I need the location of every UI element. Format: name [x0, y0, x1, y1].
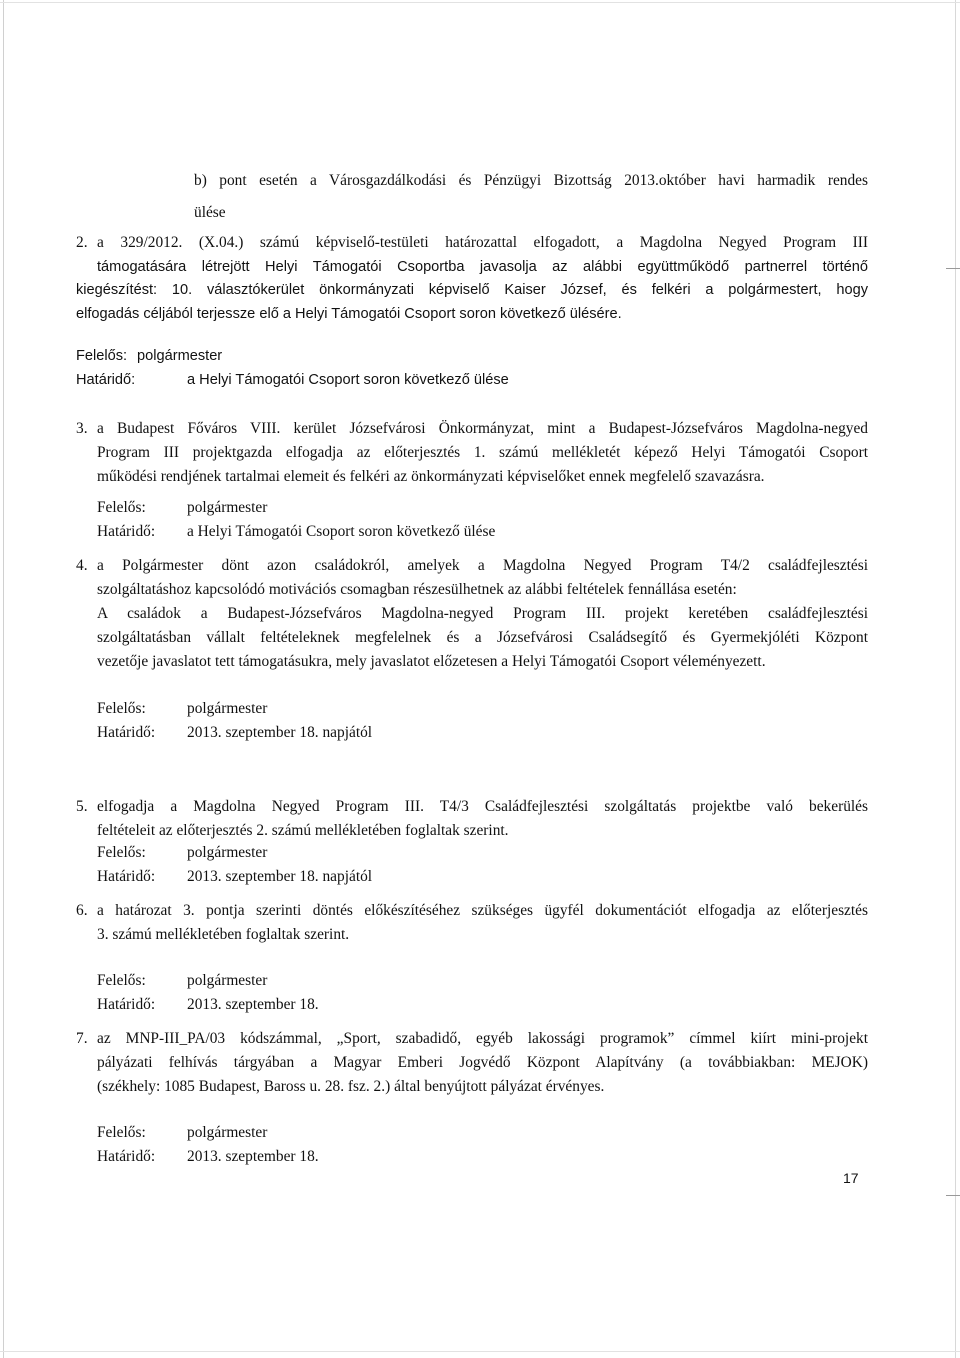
item-number: 6. [76, 902, 88, 919]
hatarido-value: a Helyi Támogatói Csoport soron következő ülése [187, 523, 496, 540]
item-5-line: feltételeit az előterjesztés 2. számú mellékletében foglaltak szerint. [97, 822, 509, 839]
hatarido-label: Határidő: [97, 868, 156, 885]
item-3-line: Program III projektgazda elfogadja az előterjesztés 1. számú mellékletét képező Helyi Támogatói Csoport [97, 444, 868, 461]
item-4-line: A családok a Budapest-Józsefváros Magdolna-negyed Program III. projekt keretében családfejlesztési [97, 605, 868, 622]
felelos-value: polgármester [187, 499, 268, 516]
item-number: 2. [76, 234, 88, 251]
scan-edge-top [0, 2, 960, 3]
item-number: 5. [76, 798, 88, 815]
hatarido-value: a Helyi Támogatói Csoport soron következő ülése [187, 372, 509, 388]
page-number: 17 [843, 1170, 859, 1186]
b-clause-line: ülése [194, 204, 226, 221]
item-number: 4. [76, 557, 88, 574]
item-number: 3. [76, 420, 88, 437]
felelos-label: Felelős: [97, 972, 146, 989]
item-3-line: a Budapest Főváros VIII. kerület Józsefvárosi Önkormányzat, mint a Budapest-Józsefváros Magdolna-negyed [97, 420, 868, 437]
item-3-line: működési rendjének tartalmai elemeit és felkéri az önkormányzati képviselőket ennek megfelelő szavazásra. [97, 468, 765, 485]
felelos-label: Felelős: [76, 348, 128, 364]
item-7-line: pályázati felhívás tárgyában a Magyar Emberi Jogvédő Központ Alapítvány (a továbbiakban: MEJOK) [97, 1054, 868, 1071]
item-4-line: vezetője javaslatot tett támogatásukra, mely javaslatot előzetesen a Helyi Támogatói Csoport véleményezett. [97, 653, 766, 670]
hatarido-label: Határidő: [97, 1148, 156, 1165]
item-7-line: (székhely: 1085 Budapest, Baross u. 28. fsz. 2.) által benyújtott pályázat érvényes. [97, 1078, 605, 1095]
felelos-value: polgármester [187, 844, 268, 861]
felelos-value: polgármester [137, 348, 223, 364]
item-5-line: elfogadja a Magdolna Negyed Program III. T4/3 Családfejlesztési szolgáltatás projektbe való bekerülés [97, 798, 868, 815]
item-2-line: a 329/2012. (X.04.) számú képviselő-testületi határozattal elfogadott, a Magdolna Negyed Program III [97, 234, 868, 251]
felelos-value: polgármester [187, 1124, 268, 1141]
hatarido-value: 2013. szeptember 18. [187, 996, 319, 1013]
hatarido-value: 2013. szeptember 18. napjától [187, 868, 373, 885]
item-7-line: az MNP-III_PA/03 kódszámmal, „Sport, szabadidő, egyéb lakossági programok” címmel kiírt mini-projekt [97, 1030, 868, 1047]
hatarido-value: 2013. szeptember 18. napjától [187, 724, 373, 741]
item-2-line: támogatására létrejött Helyi Támogatói Csoportba javasolja az alábbi együttműködő partnerrel történő [97, 259, 868, 275]
b-clause-line: b) pont esetén a Városgazdálkodási és Pénzügyi Bizottság 2013.október havi harmadik rendes [194, 172, 868, 189]
scan-edge-bottom [0, 1351, 960, 1352]
hatarido-label: Határidő: [97, 724, 156, 741]
hatarido-value: 2013. szeptember 18. [187, 1148, 319, 1165]
item-6-line: 3. számú mellékletében foglaltak szerint. [97, 926, 350, 943]
item-number: 7. [76, 1030, 88, 1047]
hatarido-label: Határidő: [97, 996, 156, 1013]
felelos-value: polgármester [187, 972, 268, 989]
felelos-label: Felelős: [97, 700, 146, 717]
item-4-line: szolgáltatáshoz kapcsolódó motivációs csomagban részesülhetnek az alábbi feltételek fennállása esetén: [97, 581, 737, 598]
item-4-line: a Polgármester dönt azon családokról, amelyek a Magdolna Negyed Program T4/2 családfejlesztési [97, 557, 868, 574]
scan-mark [946, 268, 960, 269]
scan-mark [946, 1195, 960, 1196]
felelos-label: Felelős: [97, 844, 146, 861]
hatarido-label: Határidő: [97, 523, 156, 540]
item-2-line: kiegészítést: 10. választókerület önkormányzati képviselő Kaiser József, és felkéri a polgármestert, hogy [76, 282, 868, 298]
item-2-line: elfogadás céljából terjessze elő a Helyi Támogatói Csoport soron következő ülésére. [76, 306, 622, 322]
item-4-line: szolgáltatásban vállalt feltételeknek megfelelnek és a Józsefvárosi Családsegítő és Gyermekjóléti Központ [97, 629, 868, 646]
felelos-value: polgármester [187, 700, 268, 717]
scan-edge-right [955, 0, 956, 1358]
hatarido-label: Határidő: [76, 372, 136, 388]
felelos-label: Felelős: [97, 1124, 146, 1141]
felelos-label: Felelős: [97, 499, 146, 516]
scan-edge-left [3, 0, 4, 1358]
item-6-line: a határozat 3. pontja szerinti döntés előkészítéséhez szükséges ügyfél dokumentációt elfogadja az előterjesztés [97, 902, 868, 919]
